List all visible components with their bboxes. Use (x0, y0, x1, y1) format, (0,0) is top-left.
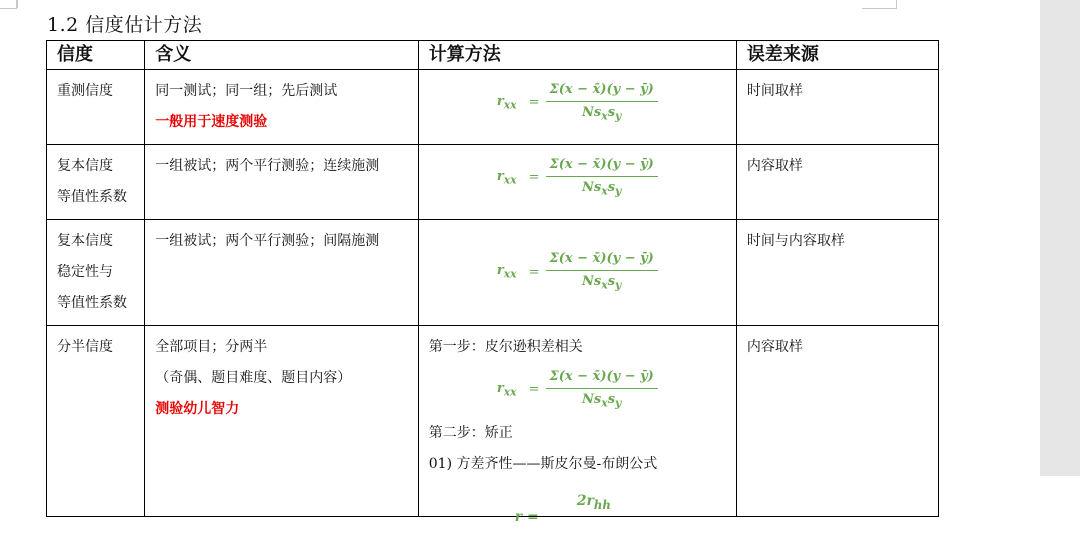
reliability-name: 等值性系数 (57, 189, 127, 205)
meaning-text: （奇偶、题目难度、题目内容） (155, 370, 352, 386)
page-corner-mark (0, 8, 17, 9)
meaning-cell (145, 70, 419, 145)
page-corner-mark (862, 8, 897, 9)
reliability-name: 复本信度 (57, 233, 113, 249)
header-reliability: 信度 (47, 41, 145, 70)
meaning-cell (145, 220, 419, 326)
meaning-text: 一组被试；两个平行测验；间隔施测 (155, 233, 380, 249)
error-source-cell: 时间与内容取样 (736, 220, 938, 326)
pearson-formula: $r_{xx}$ = $\frac{\Sigma(x - x̄)(y - ȳ)}{Ns_xs_y}$ (429, 245, 726, 300)
meaning-emphasis: 测验幼儿智力 (155, 401, 240, 417)
meaning-text: 全部项目；分两半 (155, 339, 268, 355)
reliability-table (46, 40, 939, 525)
meaning-text: 一组被试；两个平行测验；连续施测 (155, 158, 380, 174)
pearson-formula: $r_{xx}$ = $\frac{\Sigma(x - x̄)(y - ȳ)}{Ns_xs_y}$ (429, 151, 726, 206)
table-row (47, 326, 939, 517)
meaning-cell (145, 145, 419, 220)
pearson-formula: $r_{xx}$ = $\frac{\Sigma(x - x̄)(y - ȳ)}{Ns_xs_y}$ (429, 363, 726, 418)
vertical-scrollbar-track[interactable] (1040, 0, 1080, 476)
reliability-name-cell (47, 326, 145, 517)
reliability-name-cell (47, 70, 145, 145)
reliability-name-cell (47, 145, 145, 220)
pearson-formula: $r_{xx}$ = $\frac{\Sigma(x - x̄)(y - ȳ)}{Ns_xs_y}$ (429, 76, 726, 131)
reliability-name-cell (47, 220, 145, 326)
table-header-row (47, 41, 939, 70)
method-cell (418, 220, 736, 326)
meaning-text: 同一测试；同一组；先后测试 (155, 83, 338, 99)
method-cell (418, 326, 736, 525)
meaning-emphasis: 一般用于速度测验 (155, 114, 268, 130)
spearman-brown-formula: $2r_{hh}$ r = (514, 492, 611, 525)
reliability-name: 分半信度 (57, 339, 113, 355)
reliability-name: 等值性系数 (57, 295, 127, 311)
section-title: 1.2 信度估计方法 (47, 14, 203, 36)
header-error-source: 误差来源 (736, 41, 938, 70)
header-method: 计算方法 (418, 41, 736, 70)
page-corner-mark (896, 0, 897, 8)
meaning-cell (145, 326, 419, 517)
error-source-cell: 内容取样 (736, 326, 938, 517)
method-step-2: 第二步：矫正 (428, 424, 513, 441)
reliability-name: 重测信度 (57, 83, 113, 99)
table-row (47, 70, 939, 145)
header-meaning: 含义 (145, 41, 419, 70)
page-corner-mark (16, 0, 18, 8)
method-cell (418, 145, 736, 220)
method-step-1: 第一步：皮尔逊积差相关 (428, 339, 583, 355)
error-source-cell: 时间取样 (736, 70, 938, 145)
table-row (47, 220, 939, 326)
table-row (47, 145, 939, 220)
error-source-cell: 内容取样 (736, 145, 938, 220)
method-cell (418, 70, 736, 145)
reliability-name: 复本信度 (57, 158, 113, 174)
reliability-name: 稳定性与 (57, 264, 113, 280)
method-item-01: 01) 方差齐性——斯皮尔曼-布朗公式 (428, 455, 658, 472)
